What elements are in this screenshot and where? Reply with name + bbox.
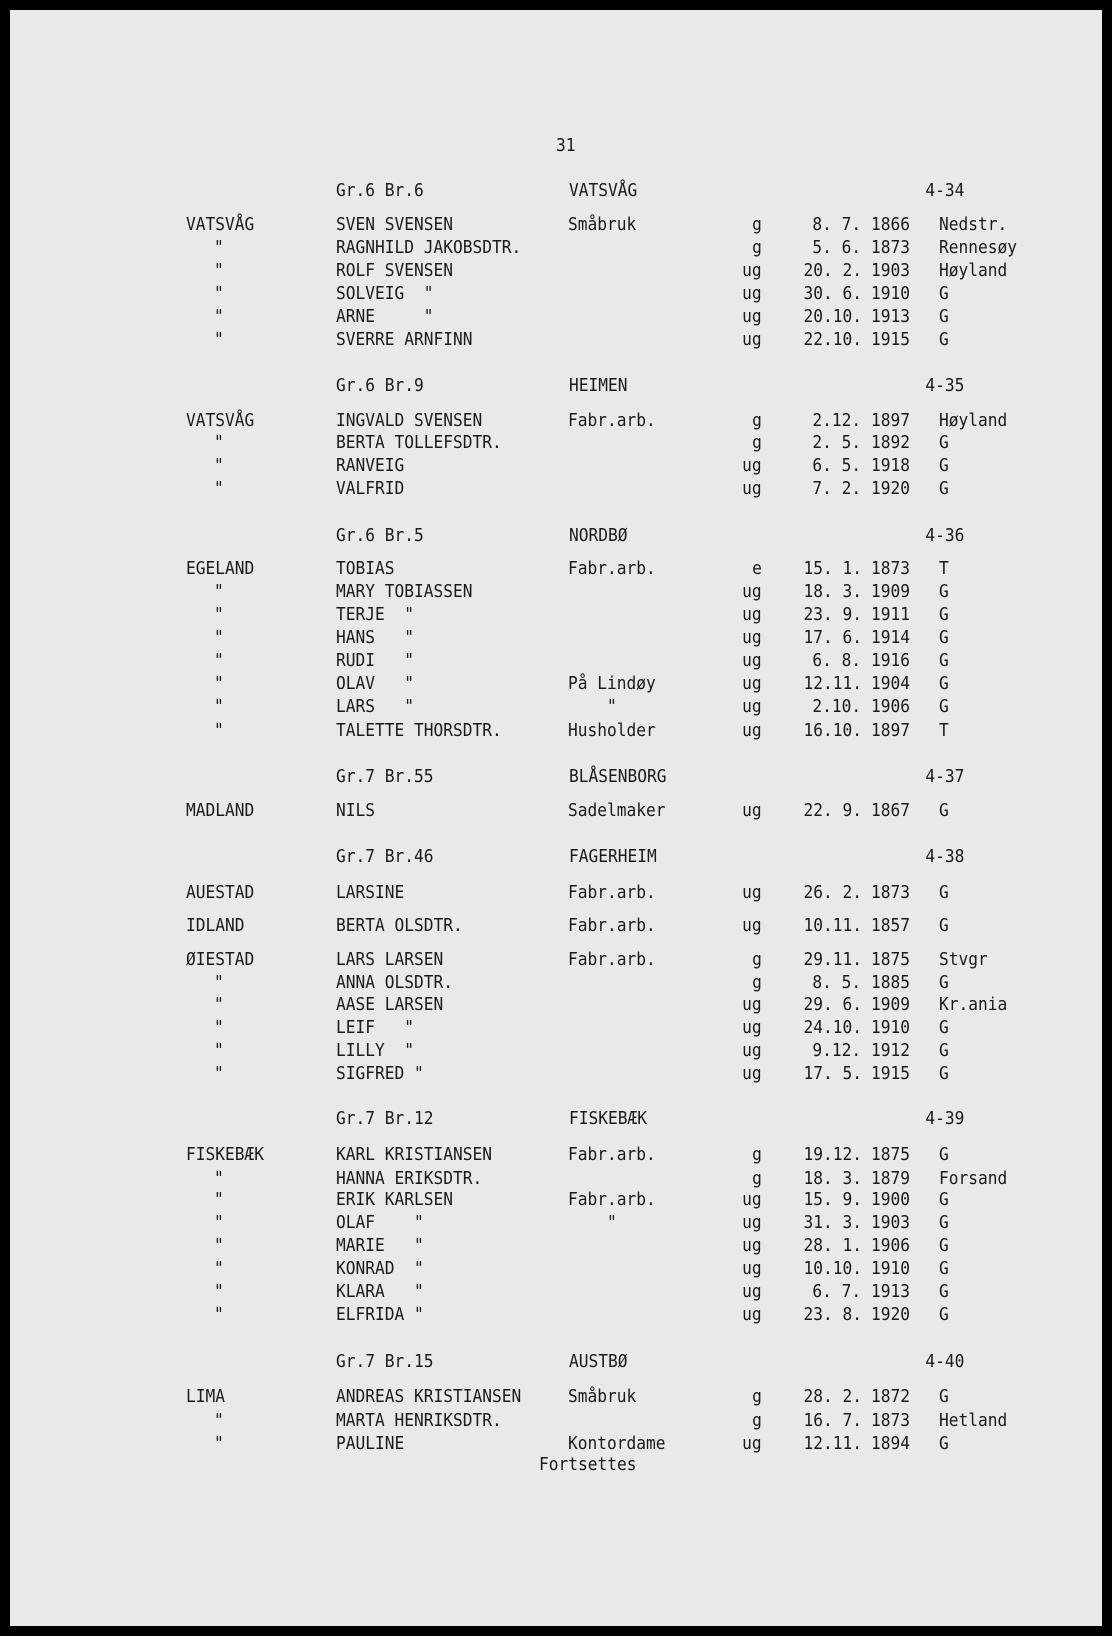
birthplace: G bbox=[938, 581, 949, 603]
person-name: ANDREAS KRISTIANSEN bbox=[335, 1385, 522, 1407]
residence-place: EGELAND bbox=[185, 558, 254, 580]
person-name: BERTA OLSDTR. bbox=[335, 915, 463, 937]
person-name: LARS " bbox=[335, 696, 414, 718]
birth-date: 26. 2. bbox=[803, 881, 862, 903]
birthplace: G bbox=[938, 1040, 949, 1062]
birth-year: 1892 bbox=[870, 432, 910, 454]
birth-date: 29. 6. bbox=[803, 994, 862, 1016]
marital-status: ug bbox=[741, 994, 762, 1016]
residence-place: LIMA bbox=[185, 1385, 225, 1407]
birthplace: G bbox=[938, 800, 949, 822]
occupation: Husholder bbox=[568, 720, 657, 742]
birth-year: 1879 bbox=[870, 1167, 910, 1189]
birth-date: 6. 8. bbox=[812, 650, 862, 672]
person-name: OLAF " bbox=[335, 1212, 424, 1234]
birthplace: G bbox=[938, 1432, 949, 1454]
birthplace: G bbox=[938, 604, 949, 626]
residence-place: " bbox=[213, 720, 224, 742]
marital-status: ug bbox=[741, 1189, 762, 1211]
birthplace: G bbox=[938, 1212, 949, 1234]
person-name: ELFRIDA " bbox=[335, 1304, 424, 1326]
birthplace: Stvgr bbox=[938, 948, 988, 970]
birth-date: 20.10. bbox=[803, 306, 862, 328]
birth-date: 22. 9. bbox=[803, 800, 862, 822]
birth-date: 30. 6. bbox=[803, 283, 862, 305]
marital-status: g bbox=[751, 1167, 762, 1189]
section-group-number: Gr.7 Br.46 bbox=[335, 846, 434, 868]
birth-year: 1872 bbox=[870, 1385, 910, 1407]
birth-date: 15. 1. bbox=[803, 558, 862, 580]
person-name: LARSINE bbox=[335, 881, 405, 903]
section-code: 4-36 bbox=[925, 525, 965, 547]
marital-status: ug bbox=[741, 1258, 762, 1280]
marital-status: ug bbox=[741, 1040, 762, 1062]
birth-year: 1875 bbox=[870, 948, 910, 970]
occupation: Fabr.arb. bbox=[568, 948, 657, 970]
marital-status: e bbox=[751, 558, 762, 580]
birth-date: 10.11. bbox=[803, 915, 862, 937]
birth-year: 1867 bbox=[870, 800, 910, 822]
birth-year: 1885 bbox=[870, 971, 910, 993]
birth-date: 23. 8. bbox=[803, 1304, 862, 1326]
person-name: LARS LARSEN bbox=[335, 948, 444, 970]
residence-place: " bbox=[213, 581, 224, 603]
birthplace: G bbox=[938, 283, 949, 305]
occupation: Sadelmaker bbox=[568, 800, 666, 822]
person-name: MARIE " bbox=[335, 1235, 424, 1257]
section-group-number: Gr.6 Br.6 bbox=[335, 179, 424, 201]
section-code: 4-34 bbox=[925, 179, 965, 201]
section-farm-name: AUSTBØ bbox=[569, 1351, 628, 1373]
birth-year: 1900 bbox=[870, 1189, 910, 1211]
birth-year: 1915 bbox=[870, 1063, 910, 1085]
person-name: TALETTE THORSDTR. bbox=[335, 720, 502, 742]
birth-year: 1914 bbox=[870, 627, 910, 649]
marital-status: ug bbox=[741, 329, 762, 351]
birth-date: 18. 3. bbox=[803, 581, 862, 603]
section-code: 4-38 bbox=[925, 846, 965, 868]
birth-year: 1904 bbox=[870, 673, 910, 695]
person-name: HANNA ERIKSDTR. bbox=[335, 1167, 483, 1189]
residence-place: " bbox=[213, 1063, 224, 1085]
birth-date: 2. 5. bbox=[812, 432, 862, 454]
marital-status: ug bbox=[741, 696, 762, 718]
birthplace: G bbox=[938, 1143, 949, 1165]
birthplace: G bbox=[938, 1281, 949, 1303]
birthplace: G bbox=[938, 1258, 949, 1280]
birth-year: 1873 bbox=[870, 881, 910, 903]
birth-date: 9.12. bbox=[812, 1040, 862, 1062]
section-group-number: Gr.6 Br.9 bbox=[335, 374, 424, 396]
birthplace: G bbox=[938, 478, 949, 500]
birth-date: 2.10. bbox=[812, 696, 862, 718]
birthplace: Høyland bbox=[938, 260, 1007, 282]
residence-place: " bbox=[213, 432, 224, 454]
birth-date: 5. 6. bbox=[812, 237, 862, 259]
birth-year: 1913 bbox=[870, 306, 910, 328]
person-name: RUDI " bbox=[335, 650, 414, 672]
birth-year: 1897 bbox=[870, 720, 910, 742]
marital-status: ug bbox=[741, 881, 762, 903]
birth-date: 6. 5. bbox=[812, 455, 862, 477]
occupation: På Lindøy bbox=[568, 673, 657, 695]
residence-place: " bbox=[213, 283, 224, 305]
residence-place: " bbox=[213, 1409, 224, 1431]
birth-date: 7. 2. bbox=[812, 478, 862, 500]
marital-status: ug bbox=[741, 478, 762, 500]
marital-status: ug bbox=[741, 673, 762, 695]
marital-status: ug bbox=[741, 1281, 762, 1303]
residence-place: " bbox=[213, 260, 224, 282]
marital-status: ug bbox=[741, 1212, 762, 1234]
birth-year: 1873 bbox=[870, 237, 910, 259]
person-name: KLARA " bbox=[335, 1281, 424, 1303]
residence-place: " bbox=[213, 1017, 224, 1039]
birth-year: 1916 bbox=[870, 650, 910, 672]
birth-date: 6. 7. bbox=[812, 1281, 862, 1303]
occupation: Fabr.arb. bbox=[568, 915, 657, 937]
person-name: SVERRE ARNFINN bbox=[335, 329, 473, 351]
marital-status: g bbox=[751, 1385, 762, 1407]
person-name: KONRAD " bbox=[335, 1258, 424, 1280]
residence-place: VATSVÅG bbox=[185, 410, 254, 432]
birth-year: 1875 bbox=[870, 1143, 910, 1165]
section-code: 4-37 bbox=[925, 766, 965, 788]
birthplace: G bbox=[938, 1017, 949, 1039]
occupation: Fabr.arb. bbox=[568, 1189, 657, 1211]
marital-status: ug bbox=[741, 1304, 762, 1326]
birth-date: 16. 7. bbox=[803, 1409, 862, 1431]
birthplace: G bbox=[938, 432, 949, 454]
birthplace: Forsand bbox=[938, 1167, 1007, 1189]
birthplace: G bbox=[938, 1304, 949, 1326]
marital-status: ug bbox=[741, 1235, 762, 1257]
person-name: OLAV " bbox=[335, 673, 414, 695]
section-farm-name: VATSVÅG bbox=[569, 179, 638, 201]
occupation: Fabr.arb. bbox=[568, 1143, 657, 1165]
person-name: LEIF " bbox=[335, 1017, 414, 1039]
birthplace: G bbox=[938, 329, 949, 351]
residence-place: VATSVÅG bbox=[185, 214, 254, 236]
marital-status: g bbox=[751, 214, 762, 236]
residence-place: " bbox=[213, 1189, 224, 1211]
residence-place: " bbox=[213, 1040, 224, 1062]
birth-date: 24.10. bbox=[803, 1017, 862, 1039]
occupation: Kontordame bbox=[568, 1432, 666, 1454]
birthplace: G bbox=[938, 627, 949, 649]
birthplace: Nedstr. bbox=[938, 214, 1007, 236]
occupation: " bbox=[568, 1212, 618, 1234]
residence-place: AUESTAD bbox=[185, 881, 254, 903]
birthplace: T bbox=[938, 558, 949, 580]
marital-status: ug bbox=[741, 283, 762, 305]
continued-note: Fortsettes bbox=[539, 1454, 637, 1476]
residence-place: " bbox=[213, 1212, 224, 1234]
birth-year: 1918 bbox=[870, 455, 910, 477]
person-name: ERIK KARLSEN bbox=[335, 1189, 453, 1211]
residence-place: " bbox=[213, 971, 224, 993]
birth-year: 1857 bbox=[870, 915, 910, 937]
birth-year: 1906 bbox=[870, 696, 910, 718]
section-farm-name: BLÅSENBORG bbox=[569, 766, 668, 788]
birth-date: 31. 3. bbox=[803, 1212, 862, 1234]
birthplace: G bbox=[938, 1235, 949, 1257]
birth-year: 1903 bbox=[870, 260, 910, 282]
residence-place: " bbox=[213, 696, 224, 718]
section-group-number: Gr.7 Br.55 bbox=[335, 766, 434, 788]
section-group-number: Gr.7 Br.12 bbox=[335, 1108, 434, 1130]
birth-year: 1906 bbox=[870, 1235, 910, 1257]
birth-date: 20. 2. bbox=[803, 260, 862, 282]
birth-year: 1873 bbox=[870, 1409, 910, 1431]
person-name: RAGNHILD JAKOBSDTR. bbox=[335, 237, 522, 259]
birth-year: 1913 bbox=[870, 1281, 910, 1303]
birth-date: 12.11. bbox=[803, 673, 862, 695]
occupation: " bbox=[568, 696, 618, 718]
marital-status: ug bbox=[741, 1017, 762, 1039]
section-code: 4-39 bbox=[925, 1108, 965, 1130]
section-group-number: Gr.6 Br.5 bbox=[335, 525, 424, 547]
marital-status: ug bbox=[741, 581, 762, 603]
person-name: SIGFRED " bbox=[335, 1063, 424, 1085]
occupation: Fabr.arb. bbox=[568, 881, 657, 903]
section-farm-name: FAGERHEIM bbox=[569, 846, 658, 868]
occupation: Småbruk bbox=[568, 1385, 637, 1407]
marital-status: g bbox=[751, 410, 762, 432]
residence-place: " bbox=[213, 650, 224, 672]
birth-date: 28. 1. bbox=[803, 1235, 862, 1257]
birthplace: G bbox=[938, 673, 949, 695]
residence-place: IDLAND bbox=[185, 915, 245, 937]
residence-place: " bbox=[213, 306, 224, 328]
birth-date: 8. 7. bbox=[812, 214, 862, 236]
marital-status: g bbox=[751, 237, 762, 259]
birthplace: Rennesøy bbox=[938, 237, 1017, 259]
marital-status: ug bbox=[741, 306, 762, 328]
birthplace: G bbox=[938, 1063, 949, 1085]
birthplace: G bbox=[938, 696, 949, 718]
birth-year: 1920 bbox=[870, 478, 910, 500]
birthplace: G bbox=[938, 455, 949, 477]
birth-year: 1897 bbox=[870, 410, 910, 432]
residence-place: " bbox=[213, 1281, 224, 1303]
birthplace: Hetland bbox=[938, 1409, 1007, 1431]
marital-status: ug bbox=[741, 650, 762, 672]
birth-year: 1909 bbox=[870, 994, 910, 1016]
birth-date: 17. 6. bbox=[803, 627, 862, 649]
marital-status: ug bbox=[741, 915, 762, 937]
birth-date: 22.10. bbox=[803, 329, 862, 351]
residence-place: " bbox=[213, 237, 224, 259]
page-number: 31 bbox=[555, 135, 576, 157]
marital-status: ug bbox=[741, 604, 762, 626]
birth-date: 28. 2. bbox=[803, 1385, 862, 1407]
section-code: 4-35 bbox=[925, 374, 965, 396]
birthplace: G bbox=[938, 915, 949, 937]
birthplace: G bbox=[938, 650, 949, 672]
marital-status: g bbox=[751, 971, 762, 993]
residence-place: " bbox=[213, 1235, 224, 1257]
birth-date: 23. 9. bbox=[803, 604, 862, 626]
birthplace: G bbox=[938, 881, 949, 903]
birth-year: 1910 bbox=[870, 283, 910, 305]
birth-date: 19.12. bbox=[803, 1143, 862, 1165]
person-name: RANVEIG bbox=[335, 455, 405, 477]
birth-year: 1873 bbox=[870, 558, 910, 580]
birthplace: Høyland bbox=[938, 410, 1007, 432]
section-code: 4-40 bbox=[925, 1351, 965, 1373]
residence-place: " bbox=[213, 1432, 224, 1454]
marital-status: g bbox=[751, 432, 762, 454]
residence-place: MADLAND bbox=[185, 800, 254, 822]
census-page bbox=[10, 10, 1102, 1626]
marital-status: g bbox=[751, 1409, 762, 1431]
person-name: MARTA HENRIKSDTR. bbox=[335, 1409, 502, 1431]
residence-place: " bbox=[213, 627, 224, 649]
residence-place: " bbox=[213, 329, 224, 351]
person-name: ARNE " bbox=[335, 306, 434, 328]
occupation: Småbruk bbox=[568, 214, 637, 236]
person-name: ANNA OLSDTR. bbox=[335, 971, 453, 993]
birth-date: 18. 3. bbox=[803, 1167, 862, 1189]
person-name: LILLY " bbox=[335, 1040, 414, 1062]
residence-place: " bbox=[213, 994, 224, 1016]
birth-year: 1915 bbox=[870, 329, 910, 351]
person-name: AASE LARSEN bbox=[335, 994, 444, 1016]
birth-date: 2.12. bbox=[812, 410, 862, 432]
marital-status: ug bbox=[741, 720, 762, 742]
birth-year: 1866 bbox=[870, 214, 910, 236]
residence-place: " bbox=[213, 673, 224, 695]
marital-status: ug bbox=[741, 1063, 762, 1085]
section-group-number: Gr.7 Br.15 bbox=[335, 1351, 434, 1373]
person-name: KARL KRISTIANSEN bbox=[335, 1143, 492, 1165]
occupation: Fabr.arb. bbox=[568, 558, 657, 580]
person-name: PAULINE bbox=[335, 1432, 405, 1454]
birthplace: Kr.ania bbox=[938, 994, 1007, 1016]
section-farm-name: FISKEBÆK bbox=[569, 1108, 648, 1130]
birth-year: 1910 bbox=[870, 1017, 910, 1039]
marital-status: ug bbox=[741, 1432, 762, 1454]
residence-place: " bbox=[213, 1304, 224, 1326]
residence-place: FISKEBÆK bbox=[185, 1143, 264, 1165]
birth-year: 1910 bbox=[870, 1258, 910, 1280]
section-farm-name: HEIMEN bbox=[569, 374, 628, 396]
residence-place: " bbox=[213, 604, 224, 626]
residence-place: " bbox=[213, 478, 224, 500]
person-name: TERJE " bbox=[335, 604, 414, 626]
birth-year: 1903 bbox=[870, 1212, 910, 1234]
birth-year: 1911 bbox=[870, 604, 910, 626]
birth-date: 12.11. bbox=[803, 1432, 862, 1454]
person-name: VALFRID bbox=[335, 478, 405, 500]
residence-place: " bbox=[213, 1258, 224, 1280]
birthplace: G bbox=[938, 306, 949, 328]
residence-place: ØIESTAD bbox=[185, 948, 254, 970]
person-name: MARY TOBIASSEN bbox=[335, 581, 473, 603]
person-name: INGVALD SVENSEN bbox=[335, 410, 483, 432]
section-farm-name: NORDBØ bbox=[569, 525, 628, 547]
person-name: SOLVEIG " bbox=[335, 283, 434, 305]
birth-date: 10.10. bbox=[803, 1258, 862, 1280]
marital-status: ug bbox=[741, 627, 762, 649]
birth-date: 8. 5. bbox=[812, 971, 862, 993]
birth-date: 16.10. bbox=[803, 720, 862, 742]
occupation: Fabr.arb. bbox=[568, 410, 657, 432]
birth-year: 1920 bbox=[870, 1304, 910, 1326]
marital-status: ug bbox=[741, 260, 762, 282]
birthplace: G bbox=[938, 971, 949, 993]
birth-year: 1912 bbox=[870, 1040, 910, 1062]
residence-place: " bbox=[213, 455, 224, 477]
person-name: SVEN SVENSEN bbox=[335, 214, 453, 236]
person-name: BERTA TOLLEFSDTR. bbox=[335, 432, 502, 454]
birthplace: T bbox=[938, 720, 949, 742]
person-name: ROLF SVENSEN bbox=[335, 260, 453, 282]
birth-date: 29.11. bbox=[803, 948, 862, 970]
person-name: HANS " bbox=[335, 627, 414, 649]
birth-year: 1909 bbox=[870, 581, 910, 603]
residence-place: " bbox=[213, 1167, 224, 1189]
person-name: TOBIAS bbox=[335, 558, 395, 580]
birth-date: 17. 5. bbox=[803, 1063, 862, 1085]
birth-year: 1894 bbox=[870, 1432, 910, 1454]
marital-status: ug bbox=[741, 455, 762, 477]
marital-status: g bbox=[751, 948, 762, 970]
marital-status: g bbox=[751, 1143, 762, 1165]
birthplace: G bbox=[938, 1385, 949, 1407]
person-name: NILS bbox=[335, 800, 375, 822]
birthplace: G bbox=[938, 1189, 949, 1211]
marital-status: ug bbox=[741, 800, 762, 822]
birth-date: 15. 9. bbox=[803, 1189, 862, 1211]
